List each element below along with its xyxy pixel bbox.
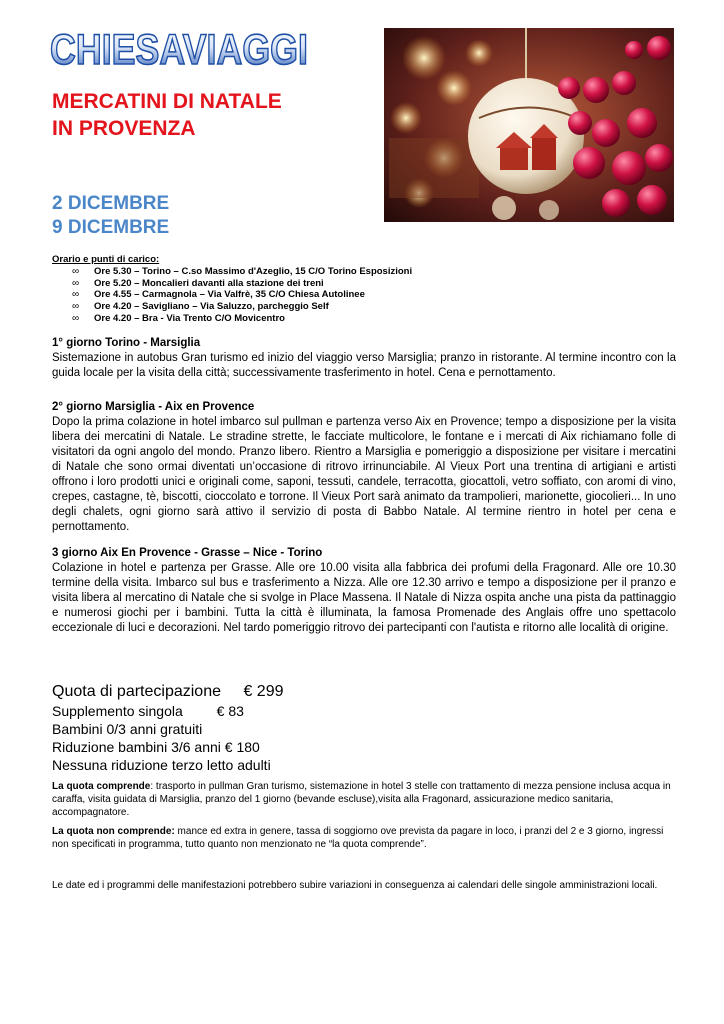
- day-3-heading: 3 giorno Aix En Provence - Grasse – Nice - Torino: [52, 547, 323, 559]
- infinity-bullet-icon: ∞: [72, 277, 80, 289]
- day-3-text: Colazione in hotel e partenza per Grasse. Alle ore 10.00 visita alla fabbrica dei profumi della Fragonard. Alle ore 10.30 termine della visita. Imbarco sul bus e trasferimento a Nizza. Alle ore 12.30 arrivo e tempo a disposizione per il pranzo e visita libera al mercatino di Natale che si svolge in Place Massena. Il Natale di Nizza ospita anche una pista da pattinaggio e numerosi giochi per i bambini. Tutta la città è illuminata, la famosa Promenade des Anglais offre uno spettacolo eccezionale di luci e decorazioni. Nel tardo pomeriggio ritrovo dei partecipanti con l'autista e ritorno alle località di origine.: [52, 562, 676, 634]
- terzo-letto: Nessuna riduzione terzo letto adulti: [52, 757, 271, 773]
- comprende-label: La quota comprende: [52, 781, 151, 792]
- day-2-section: [52, 400, 676, 535]
- logo-text: CHIESAVIAGGI: [50, 26, 308, 74]
- quota-comprende: [52, 780, 672, 819]
- day-2-text: Dopo la prima colazione in hotel imbarco sul pullman e partenza verso Aix en Provence; tempo a disposizione per la visita libera dei mercatini di Natale. Le stradine strette, le facciate multicolore, le fontane e i mercati di Aix richiamano folle di visitatori da ogni angolo del mondo. Pranzo libero. Rientro a Marsiglia e pomeriggio a disposizione per visitare i mercatini di Natale che sono ormai diventati un’occasione di ritrovo irrinunciabile. Al Vieux Port una trentina di artigiani e artisti offrono i loro prodotti unici e originali come, saponi, tessuti, candele, terracotta, giocattoli, vetro soffiato, con aromi di vino, crepes, castagne, tè, biscotti, cioccolato e torrone. Il Vieux Port sarà animato da trampolieri, marionette, giocolieri... In uno degli chalets, ogni giorno sarà attivo il servizio di posta di Babbo Natale. Al termine rientro in hotel per cena e pernottamento.: [52, 416, 676, 533]
- schedule-item: ∞ Ore 5.30 – Torino – C.so Massimo d'Azeglio, 15 C/O Torino Esposizioni: [72, 266, 413, 277]
- non-comprende-text: mance ed extra in genere, tassa di soggiorno ove prevista da pagare in loco, i pranzi del 2 e 3 giorno, ingressi non specificati in programma, tutto quanto non menzionato ne “la quota comprende”.: [52, 826, 664, 850]
- day-1-text: Sistemazione in autobus Gran turismo ed inizio del viaggio verso Marsiglia; pranzo in ristorante. Al termine incontro con la guida locale per la visita della città; successivamente trasferimento in hotel. Cena e pernottamento.: [52, 352, 676, 379]
- infinity-bullet-icon: ∞: [72, 289, 80, 301]
- infinity-bullet-icon: ∞: [72, 266, 80, 277]
- day-1-section: [52, 336, 676, 381]
- christmas-ornaments-photo: [384, 28, 674, 222]
- schedule-item: ∞ Ore 4.20 – Bra - Via Trento C/O Movicentro: [72, 312, 285, 324]
- title-line-1: MERCATINI DI NATALE: [52, 90, 282, 113]
- day-3-section: [52, 546, 676, 636]
- day-1-heading: 1° giorno Torino - Marsiglia: [52, 337, 201, 349]
- day-2-heading: 2° giorno Marsiglia - Aix en Provence: [52, 401, 255, 413]
- singola-label: Supplemento singola: [52, 703, 183, 719]
- date-2: 9 DICEMBRE: [52, 217, 170, 238]
- non-comprende-label: La quota non comprende:: [52, 826, 175, 837]
- infinity-bullet-icon: ∞: [72, 312, 80, 324]
- bambini-03: Bambini 0/3 anni gratuiti: [52, 721, 203, 737]
- comprende-text: : trasporto in pullman Gran turismo, sistemazione in hotel 3 stelle con trattamento di mezza pensione inclusa acqua in caraffa, visita guidata di Marsiglia, pranzo del 1 giorno (bevande escluse),visita alla Fragonard, assicurazione medico sanitaria, accompagnatore.: [52, 781, 671, 818]
- date-1: 2 DICEMBRE: [52, 193, 170, 214]
- schedule-item: ∞ Ore 4.20 – Savigliano – Via Saluzzo, parcheggio Self: [72, 301, 329, 313]
- bambini-36: Riduzione bambini 3/6 anni € 180: [52, 739, 260, 755]
- schedule-item: ∞ Ore 5.20 – Moncalieri davanti alla stazione dei treni: [72, 277, 324, 289]
- schedule-item: ∞ Ore 4.55 – Carmagnola – Via Valfrè, 35 C/O Chiesa Autolinee: [72, 289, 365, 301]
- quota-line: [52, 682, 284, 702]
- quota-label: Quota di partecipazione: [52, 683, 221, 700]
- title-line-2: IN PROVENZA: [52, 117, 196, 140]
- infinity-bullet-icon: ∞: [72, 301, 80, 313]
- quota-non-comprende: [52, 825, 672, 851]
- schedule-title: Orario e punti di carico:: [52, 254, 160, 265]
- singola-line: [52, 702, 284, 720]
- pickup-schedule: [52, 254, 412, 325]
- page-title: [52, 88, 282, 142]
- singola-value: € 83: [216, 703, 244, 719]
- price-section: [52, 682, 284, 774]
- quota-value: € 299: [243, 683, 284, 700]
- chiesaviaggi-logo: [48, 26, 310, 74]
- disclaimer: Le date ed i programmi delle manifestazioni potrebbero subire variazioni in conseguenza ai calendari delle singole amministrazioni locali.: [52, 880, 658, 891]
- dates: [52, 192, 169, 240]
